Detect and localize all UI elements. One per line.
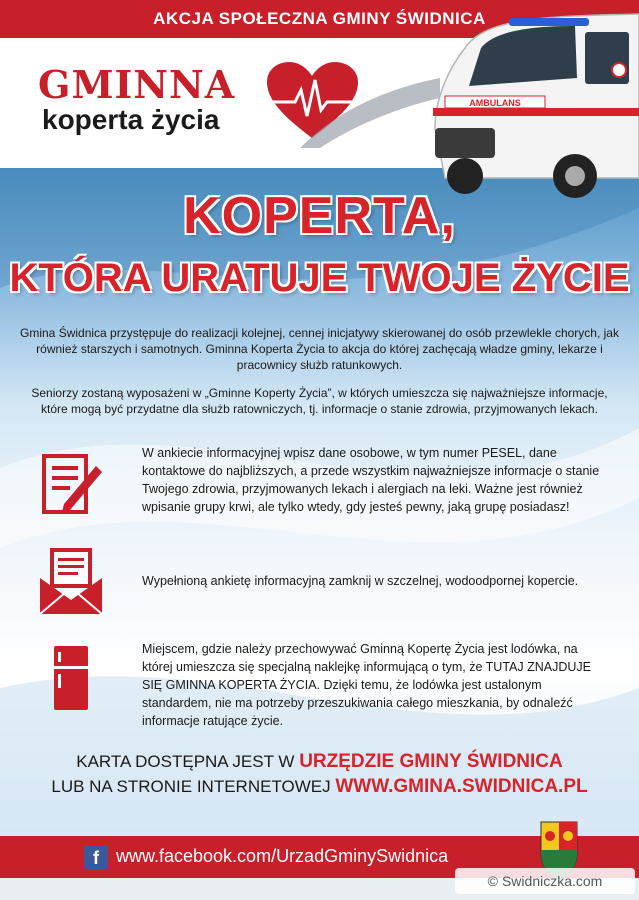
office-name: URZĘDZIE GMINY ŚWIDNICA — [299, 751, 563, 772]
intro-paragraph-1: Gmina Świdnica przystępuje do realizacji kolejnej, cennej inicjatywy skierowanej do osób przewlekle chorych, jak również starszych i samotnych. Gminna Koperta Życia to akcja do której zachęcają władze gminy, lekarze i pracownicy służb ratunkowych. — [20, 326, 619, 372]
step-3-text: Miejscem, gdzie należy przechowywać Gminną Kopertę Życia jest lodówka, na której umieszcza się specjalną naklejkę informującą o tym, że TUTAJ ZNAJDUJE SIĘ GMINNA KOPERTA ŻYCIA. Dzięki temu, że lodówka jest ustalonym standardem, nie ma potrzeby przeszukiwania całego mieszkania, by odnaleźć informacje ratujące życie. — [142, 642, 591, 728]
website-link[interactable]: WWW.GMINA.SWIDNICA.PL — [335, 776, 588, 797]
copyright-icon: © — [487, 873, 498, 889]
logo-title: GMINNA — [38, 62, 236, 107]
ambulance-side-text: AMBULANS — [469, 98, 521, 108]
intro-paragraph-2: Seniorzy zostaną wyposażeni w „Gminne Koperty Życia”, w których umieszcza się najważniejsze informacje, które mogą być przydatne dla służb ratowniczych, tj. informacje o stanie zdrowia, przyjmowanych lekach. — [31, 386, 608, 416]
availability-line-2 — [0, 776, 639, 798]
logo-subtitle: koperta życia — [42, 104, 220, 135]
facebook-link[interactable]: www.facebook.com/UrzadGminySwidnica — [116, 846, 449, 866]
step-1-text: W ankiecie informacyjnej wpisz dane osobowe, w tym numer PESEL, dane kontaktowe do najbliższych, a przede wszystkim najważniejsze informacje o stanie Twojego zdrowia, przyjmowanych lekach i alergiach na leki. Ważne jest również wpisanie grupy krwi, ale tylko wtedy, gdy jesteś pewny, jaką grupę posiadasz! — [142, 446, 600, 514]
headline-line-1: KOPERTA, — [183, 187, 456, 245]
ambulance-illustration — [425, 8, 639, 208]
road-swoosh — [300, 78, 440, 148]
envelope-icon — [38, 548, 104, 614]
form-pen-icon — [38, 452, 104, 518]
facebook-icon[interactable]: f — [84, 845, 108, 869]
watermark — [455, 868, 635, 894]
step-2-text: Wypełnioną ankietę informacyjną zamknij w szczelnej, wodoodpornej kopercie. — [142, 574, 579, 588]
watermark-text: Swidniczka.com — [501, 873, 603, 889]
banner-text: AKCJA SPOŁECZNA GMINY ŚWIDNICA — [153, 9, 486, 28]
availability-prefix-1: KARTA DOSTĘPNA JEST W — [76, 752, 295, 771]
fridge-icon — [38, 644, 104, 710]
availability-prefix-2: LUB NA STRONIE INTERNETOWEJ — [51, 777, 331, 796]
availability-line-1 — [0, 751, 639, 773]
headline-line-2: KTÓRA URATUJE TWOJE ŻYCIE — [9, 256, 630, 300]
